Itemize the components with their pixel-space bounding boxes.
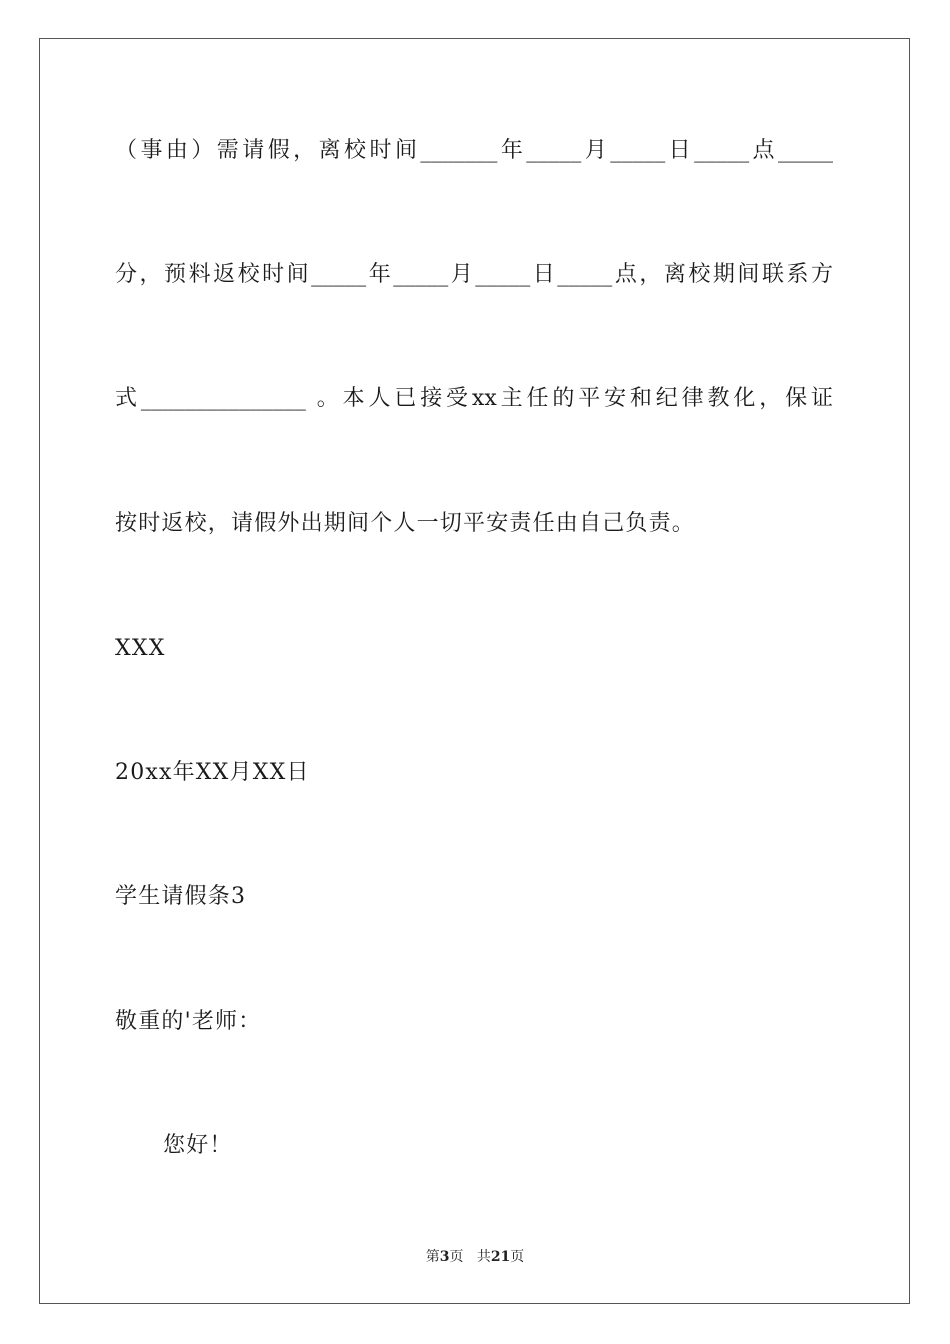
greeting: 您好！: [163, 1133, 233, 1158]
page-footer: [0, 1247, 950, 1267]
signature: XXX: [115, 636, 166, 661]
total-pages: 21: [490, 1249, 511, 1265]
page-prefix: 第: [425, 1249, 440, 1265]
paragraph-line-3: 式_______________ 。本人已接受xx主任的平安和纪律教化，保证: [115, 386, 833, 411]
total-prefix: 共: [476, 1249, 491, 1265]
salutation: 敬重的'老师：: [115, 1009, 262, 1034]
date: 20xx年XX月XX日: [115, 760, 310, 785]
paragraph-line-4: 按时返校，请假外出期间个人一切平安责任由自己负责。: [115, 511, 696, 536]
page-number: 3: [439, 1249, 450, 1265]
paragraph-line-2: 分，预料返校时间_____年_____月_____日_____点，离校期间联系方: [115, 262, 833, 287]
page-suffix: 页: [449, 1249, 464, 1265]
paragraph-line-1: （事由）需请假，离校时间_______年_____月_____日_____点_____: [115, 138, 833, 163]
page-border: [39, 38, 910, 1304]
total-suffix: 页: [510, 1249, 525, 1265]
section-title: 学生请假条3: [115, 884, 247, 909]
